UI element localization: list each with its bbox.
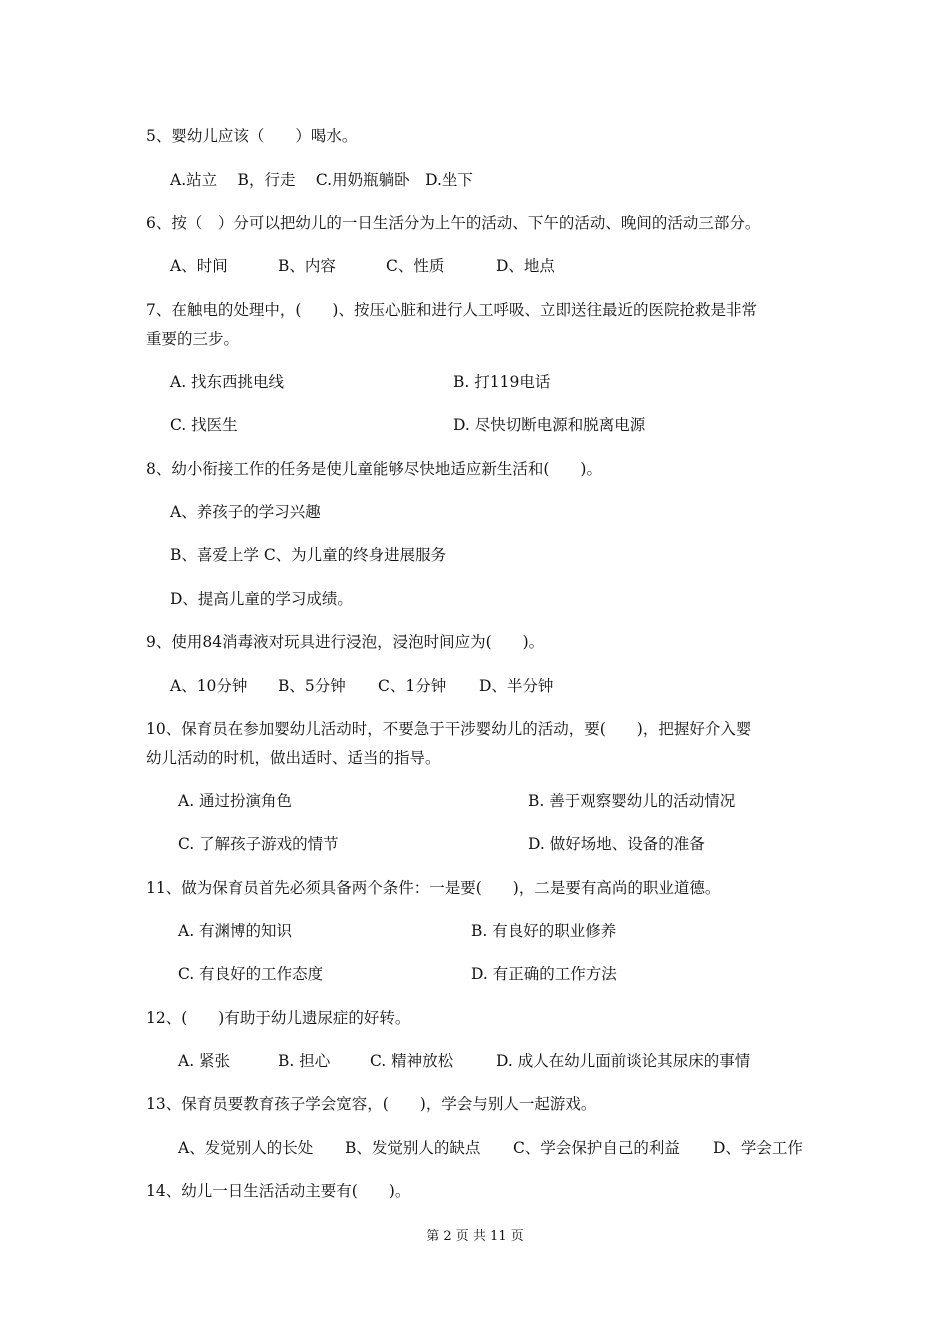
question-7-option-c: C. 找医生	[170, 416, 238, 434]
question-6-stem: 6、按（ ）分可以把幼儿的一日生活分为上午的活动、下午的活动、晚间的活动三部分。	[146, 214, 761, 232]
question-11-option-c: C. 有良好的工作态度	[178, 965, 324, 983]
question-6-option-b: B、内容	[278, 257, 336, 275]
question-5-stem: 5、婴幼儿应该（ ）喝水。	[146, 127, 358, 145]
question-12-option-a: A. 紧张	[178, 1052, 231, 1070]
question-12-option-c: C. 精神放松	[370, 1052, 454, 1070]
question-6-option-a: A、时间	[170, 257, 228, 275]
question-10-stem-line-1: 10、保育员在参加婴幼儿活动时，不要急于干涉婴幼儿的活动，要( )，把握好介入婴	[146, 720, 752, 738]
question-8-stem: 8、幼小衔接工作的任务是使儿童能够尽快地适应新生活和( )。	[146, 460, 602, 478]
question-13-option-b: B、发觉别人的缺点	[345, 1139, 481, 1157]
question-13-option-c: C、学会保护自己的利益	[513, 1139, 680, 1157]
question-11-stem: 11、做为保育员首先必须具备两个条件：一是要( )，二是要有高尚的职业道德。	[146, 879, 721, 897]
question-10-option-d: D. 做好场地、设备的准备	[528, 835, 705, 853]
question-7-stem-line-1: 7、在触电的处理中，( )、按压心脏和进行人工呼吸、立即送往最近的医院抢救是非常	[146, 301, 757, 319]
question-11-option-b: B. 有良好的职业修养	[471, 922, 617, 940]
question-10-stem-line-2: 幼儿活动的时机，做出适时、适当的指导。	[146, 749, 441, 767]
question-13-option-d: D、学会工作	[713, 1139, 803, 1157]
question-7-stem-line-2: 重要的三步。	[146, 330, 240, 348]
question-8-option-bc: B、喜爱上学 C、为儿童的终身进展服务	[170, 546, 447, 564]
question-9-option-d: D、半分钟	[479, 677, 554, 695]
question-10-option-c: C. 了解孩子游戏的情节	[178, 835, 339, 853]
question-13-option-a: A、发觉别人的长处	[178, 1139, 314, 1157]
question-11-option-d: D. 有正确的工作方法	[471, 965, 617, 983]
question-9-option-b: B、5分钟	[278, 677, 346, 695]
question-14-stem: 14、幼儿一日生活活动主要有( )。	[146, 1182, 411, 1200]
question-8-option-d: D、提高儿童的学习成绩。	[170, 590, 353, 608]
question-11-option-a: A. 有渊博的知识	[178, 922, 293, 940]
page-footer: 第 2 页 共 11 页	[426, 1229, 524, 1244]
question-6-option-d: D、地点	[496, 257, 555, 275]
question-13-stem: 13、保育员要教育孩子学会宽容，( )，学会与别人一起游戏。	[146, 1095, 597, 1113]
question-8-option-a: A、养孩子的学习兴趣	[170, 503, 321, 521]
question-10-option-a: A. 通过扮演角色	[178, 792, 293, 810]
question-9-option-a: A、10分钟	[170, 677, 248, 695]
question-6-option-c: C、性质	[386, 257, 445, 275]
question-12-option-d: D. 成人在幼儿面前谈论其尿床的事情	[496, 1052, 751, 1070]
question-5-options: A.站立 B，行走 C.用奶瓶躺卧 D.坐下	[170, 171, 473, 189]
question-10-option-b: B. 善于观察婴幼儿的活动情况	[528, 792, 736, 810]
question-7-option-b: B. 打119电话	[453, 373, 551, 391]
question-9-stem: 9、使用84消毒液对玩具进行浸泡，浸泡时间应为( )。	[146, 633, 545, 651]
question-9-option-c: C、1分钟	[378, 677, 447, 695]
question-12-option-b: B. 担心	[278, 1052, 331, 1070]
question-12-stem: 12、( )有助于幼儿遗尿症的好转。	[146, 1009, 411, 1027]
question-7-option-d: D. 尽快切断电源和脱离电源	[453, 416, 646, 434]
question-7-option-a: A. 找东西挑电线	[170, 373, 285, 391]
